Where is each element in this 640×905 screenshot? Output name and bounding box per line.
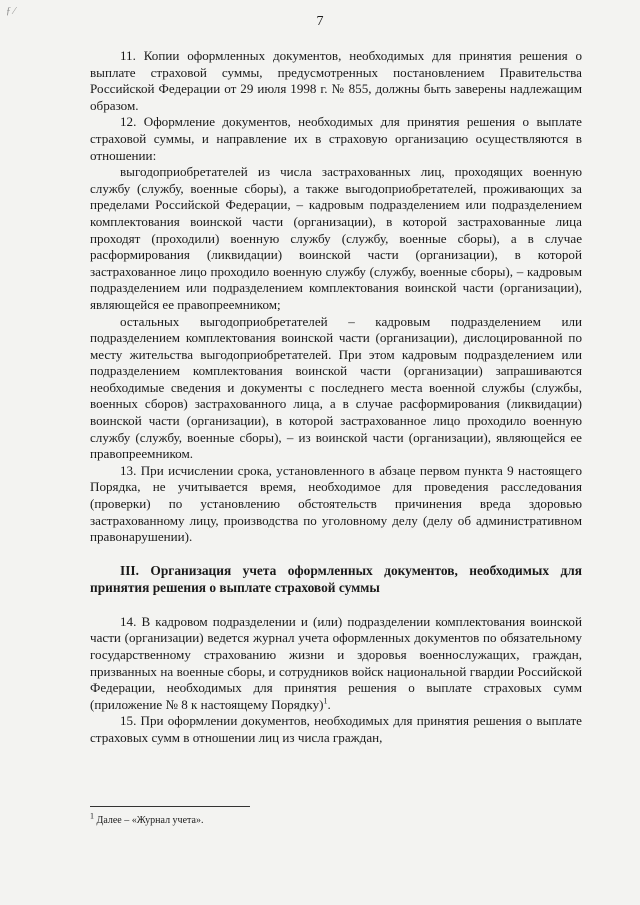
footnote-text: Далее – «Журнал учета».: [94, 815, 204, 826]
document-body: [90, 48, 582, 747]
paragraph-12-item-2: остальных выгодоприобретателей – кадровым подразделением или подразделением комплектования воинской части (организации), дислоцированной по месту жительства выгодоприобретателей. При этом кадровым подразделением или подразделением комплектования воинской части (организации) запрашиваются необходимые сведения и документы с последнего места военной службы (службы, военных сборов) застрахованного лица, а в случае расформирования (ликвидации) воинской части (организации), в которой застрахованное лицо проходило военную службу (службу, военные сборы), – из воинской части (организации), являющейся ее правопреемником.: [90, 313, 582, 462]
footnote-reference: 1: [323, 696, 328, 706]
paragraph-14: [90, 614, 582, 714]
paragraph-13: 13. При исчислении срока, установленного в абзаце первом пункта 9 настоящего Порядка, не учитывается время, необходимое для проведения расследования (проверки) по установлению обстоятельств причинения вреда здоровью застрахованному лицу, производства по уголовному делу (делу об административном правонарушении).: [90, 462, 582, 545]
paragraph-15: 15. При оформлении документов, необходимых для принятия решения о выплате страховых сумм в отношении лиц из числа граждан,: [90, 713, 582, 745]
footnote-divider: [90, 806, 250, 807]
section-heading: III. Организация учета оформленных документов, необходимых для принятия решения о выплате страховой суммы: [90, 562, 582, 595]
paragraph-12: 12. Оформление документов, необходимых для принятия решения о выплате страховой суммы, и направление их в страховую организацию осуществляются в отношении:: [90, 114, 582, 163]
paragraph-14-text: 14. В кадровом подразделении и (или) подразделении комплектования воинской части (организации) ведется журнал учета оформленных документов по обязательному государственному страхованию жизни и здоровья военнослужащих, граждан, призванных на военные сборы, и сотрудников войск национальной гвардии Российской Федерации, необходимых для принятия решения о выплате страховых сумм (приложение № 8 к настоящему Порядку): [90, 613, 582, 712]
paragraph-12-item-1: выгодоприобретателей из числа застрахованных лиц, проходящих военную службу (службу, военные сборы), а также выгодоприобретателей, проживающих за пределами Российской Федерации, – кадровым подразделением или подразделением комплектования воинской части (организации), в которой застрахованные лица проходят (проходили) военную службу (службу, военные сборы), а в случае расформирования (ликвидации) воинской части (организации), в которой застрахованное лицо проходило военную службу (службу, военные сборы), – кадровым подразделением или подразделением комплектования воинской части (организации), являющейся ее правопреемником;: [90, 164, 582, 312]
footnote-marker: 1: [90, 811, 94, 821]
scan-mark: ƒ ⁄: [6, 6, 16, 17]
page-number: 7: [316, 14, 324, 29]
footnote: [90, 811, 204, 826]
paragraph-11: 11. Копии оформленных документов, необходимых для принятия решения о выплате страховой суммы, предусмотренных постановлением Правительства Российской Федерации от 29 июля 1998 г. № 855, должны быть заверены надлежащим образом.: [90, 48, 582, 113]
paragraph-14-end: .: [327, 696, 331, 712]
